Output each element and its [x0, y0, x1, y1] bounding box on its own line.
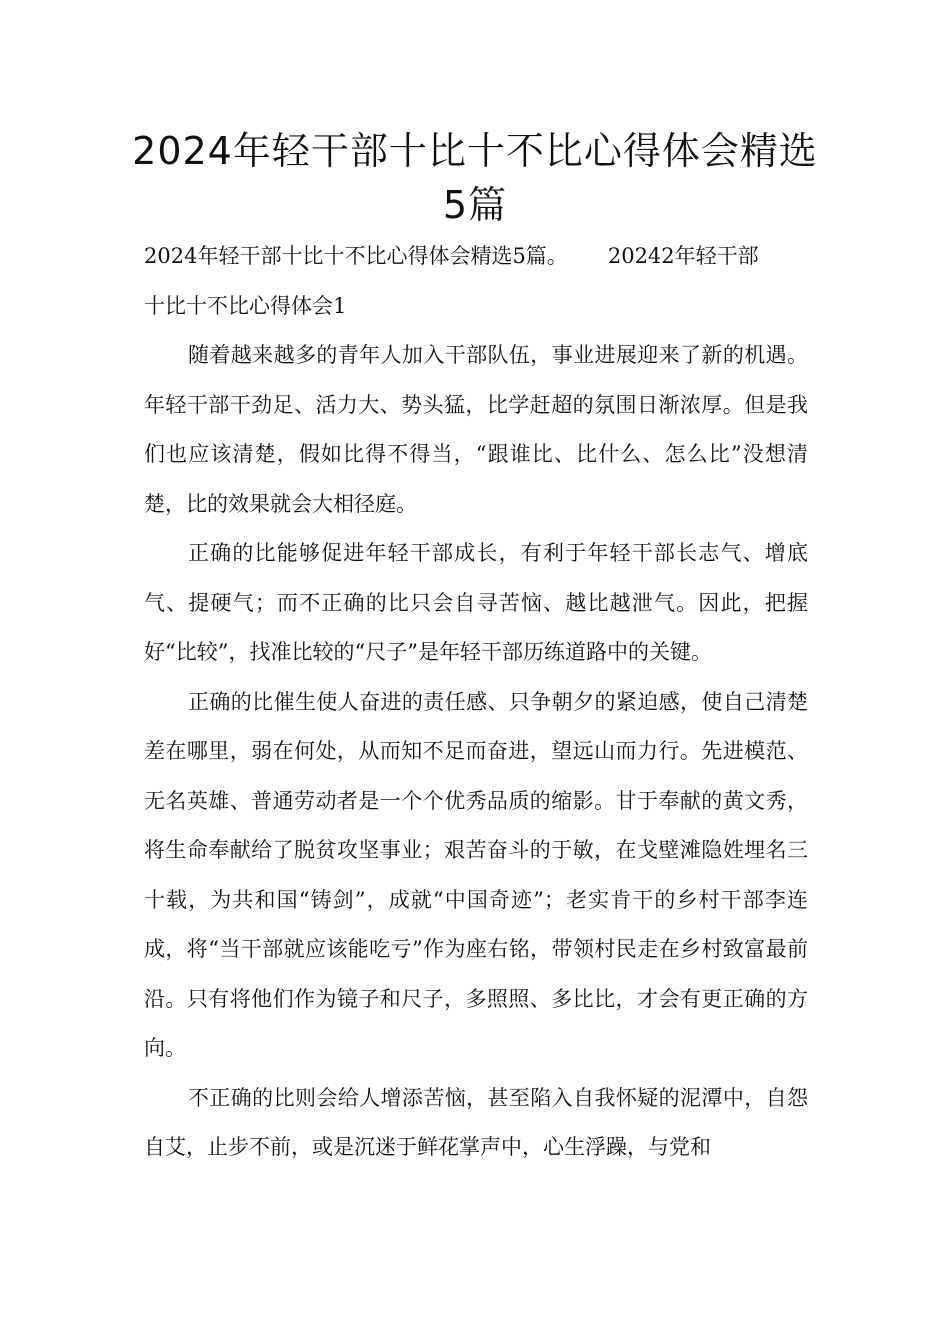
intro-line-1: 2024年轻干部十比十不比心得体会精选5篇。 20242年轻干部 — [144, 244, 759, 268]
paragraph-2: 正确的比能够促进年轻干部成长，有利于年轻干部长志气、增底气、提硬气；而不正确的比只会自寻苦恼、越比越泄气。因此，把握好“比较”，找准比较的“尺子”是年轻干部历练道路中的关键。 — [144, 541, 808, 664]
paragraph-4: 不正确的比则会给人增添苦恼，甚至陷入自我怀疑的泥潭中，自怨自艾，止步不前，或是沉迷于鲜花掌声中，心生浮躁，与党和 — [144, 1085, 808, 1159]
intro-line-2: 十比十不比心得体会1 — [144, 293, 347, 318]
title-line-1: 2024年轻干部十比十不比心得体会精选 — [132, 129, 818, 173]
paragraph-1: 随着越来越多的青年人加入干部队伍，事业进展迎来了新的机遇。年轻干部干劲足、活力大、势头猛，比学赶超的氛围日渐浓厚。但是我们也应该清楚，假如比得不得当，“跟谁比、比什么、怎么比”没想清楚，比的效果就会大相径庭。 — [144, 343, 808, 516]
paragraph-3: 正确的比催生使人奋进的责任感、只争朝夕的紧迫感，使自己清楚差在哪里，弱在何处，从而知不足而奋进，望远山而力行。先进模范、无名英雄、普通劳动者是一个个优秀品质的缩影。甘于奉献的黄文秀，将生命奉献给了脱贫攻坚事业；艰苦奋斗的于敏，在戈壁滩隐姓埋名三十载，为共和国“铸剑”，成就“中国奇迹”；老实肯干的乡村干部李连成，将“当干部就应该能吃亏”作为座右铭，带领村民走在乡村致富最前沿。只有将他们作为镜子和尺子，多照照、多比比，才会有更正确的方向。 — [144, 689, 808, 1060]
document-body — [144, 232, 808, 1173]
title-line-2: 5篇 — [442, 183, 508, 227]
document-title — [130, 124, 820, 232]
